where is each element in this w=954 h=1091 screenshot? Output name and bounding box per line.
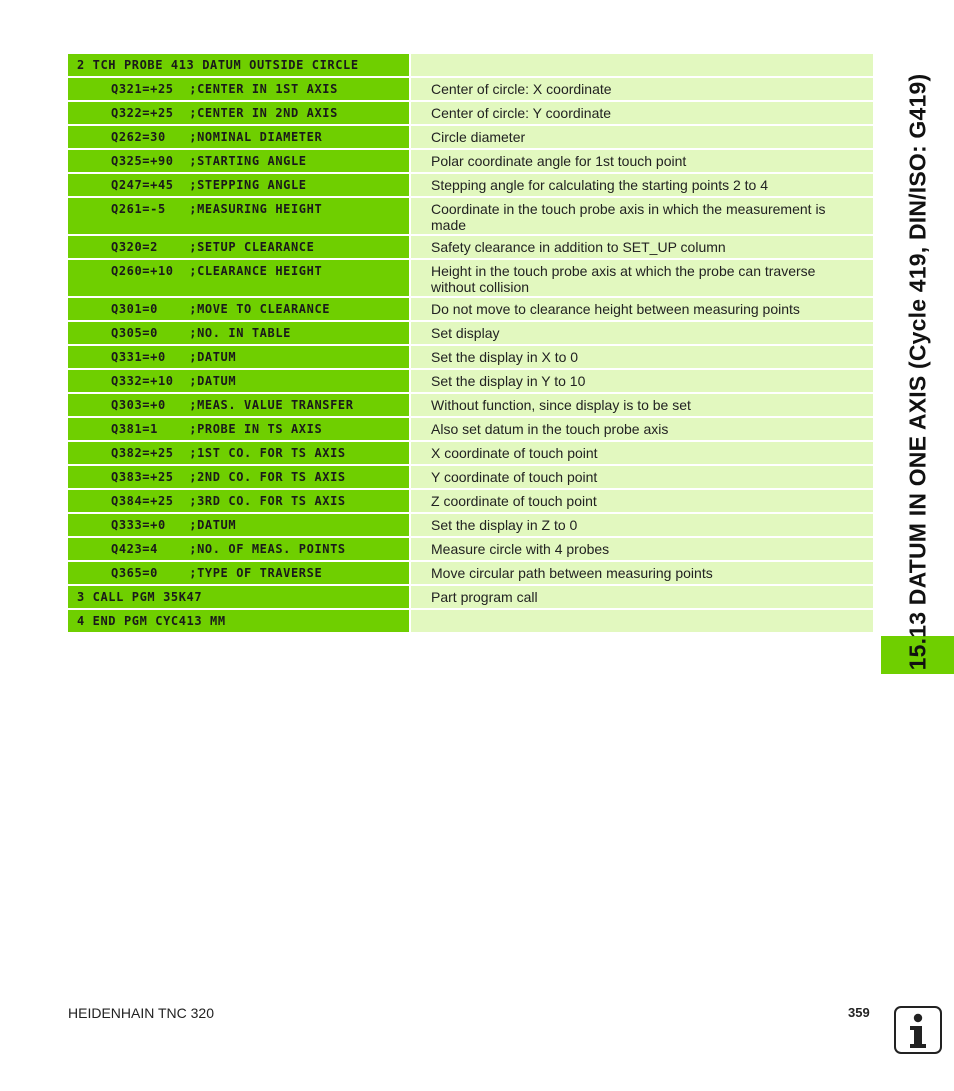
- code-description: Stepping angle for calculating the starting points 2 to 4: [411, 174, 873, 196]
- table-row: [68, 538, 873, 560]
- nc-code: 4 END PGM CYC413 MM: [68, 610, 409, 632]
- code-description: Height in the touch probe axis at which the probe can traverse without collision: [411, 260, 873, 296]
- nc-code: Q331=+0 ;DATUM: [68, 346, 409, 368]
- table-row: [68, 490, 873, 512]
- table-row: [68, 394, 873, 416]
- table-row: [68, 174, 873, 196]
- table-row: [68, 562, 873, 584]
- code-description: Also set datum in the touch probe axis: [411, 418, 873, 440]
- code-description: Move circular path between measuring points: [411, 562, 873, 584]
- nc-code: Q305=0 ;NO. IN TABLE: [68, 322, 409, 344]
- code-description: Safety clearance in addition to SET_UP column: [411, 236, 873, 258]
- code-description: Z coordinate of touch point: [411, 490, 873, 512]
- nc-code: 3 CALL PGM 35K47: [68, 586, 409, 608]
- nc-code: Q320=2 ;SETUP CLEARANCE: [68, 236, 409, 258]
- code-description: Do not move to clearance height between measuring points: [411, 298, 873, 320]
- code-description: [411, 54, 873, 76]
- nc-code: Q381=1 ;PROBE IN TS AXIS: [68, 418, 409, 440]
- table-row: [68, 260, 873, 296]
- table-row: [68, 610, 873, 632]
- nc-code: Q261=-5 ;MEASURING HEIGHT: [68, 198, 409, 234]
- table-row: [68, 466, 873, 488]
- nc-code: Q301=0 ;MOVE TO CLEARANCE: [68, 298, 409, 320]
- code-description: Coordinate in the touch probe axis in which the measurement is made: [411, 198, 873, 234]
- manual-name: HEIDENHAIN TNC 320: [68, 1005, 215, 1021]
- code-description: Center of circle: X coordinate: [411, 78, 873, 100]
- table-row: [68, 236, 873, 258]
- nc-code: Q303=+0 ;MEAS. VALUE TRANSFER: [68, 394, 409, 416]
- nc-code: Q383=+25 ;2ND CO. FOR TS AXIS: [68, 466, 409, 488]
- code-description: Set the display in Z to 0: [411, 514, 873, 536]
- table-row: [68, 586, 873, 608]
- code-description: Set display: [411, 322, 873, 344]
- code-description: Without function, since display is to be set: [411, 394, 873, 416]
- nc-code: Q325=+90 ;STARTING ANGLE: [68, 150, 409, 172]
- nc-code: Q322=+25 ;CENTER IN 2ND AXIS: [68, 102, 409, 124]
- table-row: [68, 102, 873, 124]
- nc-code: Q423=4 ;NO. OF MEAS. POINTS: [68, 538, 409, 560]
- section-title: 15.13 DATUM IN ONE AXIS (Cycle 419, DIN/ISO: G419): [904, 73, 931, 671]
- code-description: Part program call: [411, 586, 873, 608]
- table-row: [68, 442, 873, 464]
- table-row: [68, 54, 873, 76]
- nc-code: Q260=+10 ;CLEARANCE HEIGHT: [68, 260, 409, 296]
- code-description: Measure circle with 4 probes: [411, 538, 873, 560]
- nc-code: Q382=+25 ;1ST CO. FOR TS AXIS: [68, 442, 409, 464]
- code-description: Y coordinate of touch point: [411, 466, 873, 488]
- table-row: [68, 514, 873, 536]
- info-icon: [894, 1006, 942, 1054]
- table-row: [68, 78, 873, 100]
- table-row: [68, 370, 873, 392]
- code-description: Polar coordinate angle for 1st touch point: [411, 150, 873, 172]
- table-row: [68, 418, 873, 440]
- code-description: Set the display in Y to 10: [411, 370, 873, 392]
- table-row: [68, 298, 873, 320]
- nc-code: Q332=+10 ;DATUM: [68, 370, 409, 392]
- nc-code: Q262=30 ;NOMINAL DIAMETER: [68, 126, 409, 148]
- table-row: [68, 198, 873, 234]
- nc-code: Q365=0 ;TYPE OF TRAVERSE: [68, 562, 409, 584]
- page-number: 359: [848, 1005, 870, 1020]
- nc-code: Q247=+45 ;STEPPING ANGLE: [68, 174, 409, 196]
- table-row: [68, 150, 873, 172]
- nc-code: Q333=+0 ;DATUM: [68, 514, 409, 536]
- nc-code: Q384=+25 ;3RD CO. FOR TS AXIS: [68, 490, 409, 512]
- code-description: [411, 610, 873, 632]
- table-row: [68, 346, 873, 368]
- program-table: [68, 54, 873, 634]
- code-description: Center of circle: Y coordinate: [411, 102, 873, 124]
- code-description: X coordinate of touch point: [411, 442, 873, 464]
- nc-code: 2 TCH PROBE 413 DATUM OUTSIDE CIRCLE: [68, 54, 409, 76]
- nc-code: Q321=+25 ;CENTER IN 1ST AXIS: [68, 78, 409, 100]
- code-description: Set the display in X to 0: [411, 346, 873, 368]
- code-description: Circle diameter: [411, 126, 873, 148]
- table-row: [68, 126, 873, 148]
- table-row: [68, 322, 873, 344]
